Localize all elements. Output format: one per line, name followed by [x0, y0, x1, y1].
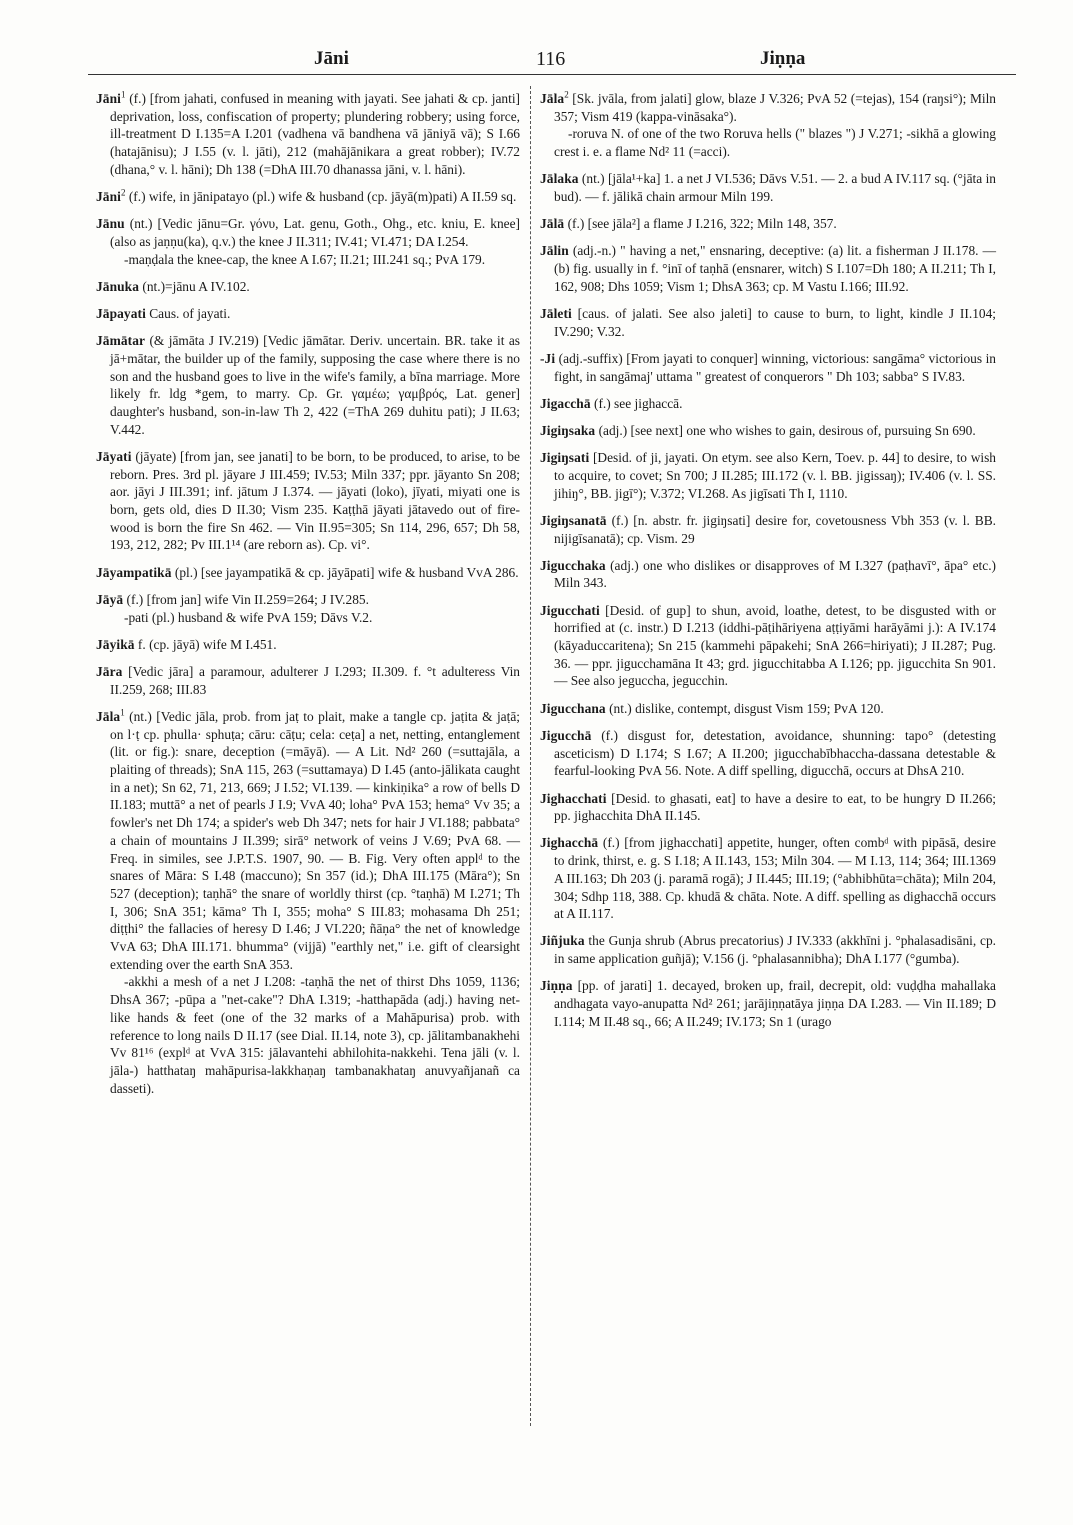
dictionary-entry [540, 422, 996, 440]
headword: Jigiŋsati [540, 450, 590, 466]
headword: Jāyikā [96, 636, 135, 652]
entry-definition: (f.) [from jighacchati] appetite, hunger, often combᵈ with pipāsā, desire to drink, thirst, e. g. S I.18; A II.143, 153; Miln 304. — M I.13, 114; 364; III.1369 A III.163; Dh 203 (j. paramā rogā); J II.445; III.19; (°abhibhūta=chāta); Miln 204, 304; Sdhp 118, 388. Cp. khudā & chāta. Note. A diff. spelling as dighacchā occurs at A II.117. [554, 835, 996, 922]
dictionary-entry [96, 564, 520, 582]
headword: Jāni [96, 189, 121, 205]
dictionary-entry [540, 602, 996, 691]
headword: Jighacchā [540, 835, 599, 851]
dictionary-entry [540, 395, 996, 413]
headword: Jigiŋsanatā [540, 512, 607, 528]
dictionary-entry [96, 636, 520, 654]
right-guide-word: Jiṇṇa [760, 48, 806, 69]
headword: Jānu [96, 216, 125, 232]
dictionary-entry [96, 188, 520, 206]
entry-definition: (f.) [from jahati, confused in meaning with jayati. See jahati & cp. janti] deprivation, loss, confiscation of property; plundering robbery; using force, ill-treatment D I.135=A I.201 (vadhena vā bandhena vā jāniyā vā); S I.66 (hatajānisu); J I.55 (v. l. jāti), 212 (mahājānikara a great robber); IV.72 (dhana,° v. l. hāni); Dh 138 (=DhA III.70 dhanassa jāni, v. l. hāni). [110, 91, 520, 177]
headword: Jigucchaka [540, 557, 606, 573]
headword: Jālā [540, 216, 565, 232]
dictionary-entry [96, 332, 520, 438]
dictionary-entry [96, 305, 520, 323]
entry-definition: Caus. of jayati. [145, 306, 231, 322]
headword: Jigucchā [540, 727, 592, 743]
dictionary-entry [540, 242, 996, 295]
entry-definition: [pp. of jarati] 1. decayed, broken up, frail, decrepit, old: vuḍḍha mahallaka andhagata vayo-anupatta Nd² 261; jarājiṇṇatāya jiṇṇa DA I.283. — Vin II.189; D I.114; M II.48 sq., 66; A II.249; IV.173; Sn 1 (urago [554, 978, 996, 1029]
entry-definition: (adj.-n.) " having a net," ensnaring, deceptive: (a) lit. a fisherman J II.178. — (b) fig. usually in f. °inī of taṇhā (ensnarer, witch) S I.107=Dh 180; A II.211; Th I, 162, 908; Dhs 1059; Vism 1; DhsA 363; cp. M Vastu I.166; III.92. [554, 243, 996, 294]
header-rule [88, 74, 1016, 75]
entry-definition: (pl.) [see jayampatikā & cp. jāyāpati] wife & husband VvA 286. [171, 564, 519, 580]
entry-definition: (f.) [from jan] wife Vin II.259=264; J IV.285. [123, 591, 369, 607]
dictionary-entry [540, 449, 996, 502]
dictionary-entry [540, 932, 996, 967]
headword: Jāla [96, 708, 121, 724]
entry-definition: [Vedic jāra] a paramour, adulterer J I.293; II.309. f. °t adulteress Vin II.259, 268; III.83 [110, 663, 520, 697]
dictionary-entry [540, 305, 996, 340]
page-number: 116 [536, 48, 566, 70]
headword: Jālin [540, 243, 569, 259]
headword: Jāyā [96, 591, 124, 607]
entry-definition: (f.) see jighaccā. [590, 395, 683, 411]
entry-definition: (nt.) [Vedic jāla, prob. from jaṭ to plait, make a tangle cp. jaṭita & jaṭā; on l·ṭ cp. phulla· sphuṭa; cāru: cāṭu; cela: ceṭa] a net, netting, entanglement (lit. or fig.): snare, deception (=māyā). — A Lit. Nd² 260 (=suttajāla, a plaiting of threads); SnA 115, 263 (=suttamaya) D I.45 (anto-jālikata caught in a net); Sn 62, 71, 213, 669; J I.52; VI.139. — kinkiṇika° a row of bells D II.183; muttā° a net of pearls J I.9; VvA 40; loha° PvA 153; hema° Vv 35; a fowler's net Dh 174; a spider's web Dh 347; nets for hair J VI.188; pabbata° a chain of mountains J II.399; sirā° network of veins J V.69; PvA 68. — Freq. in similes, see J.P.T.S. 1907, 90. — B. Fig. Very often applᵈ to the snares of Māra: S I.48 (maccuno); Sn 357 (id.); DhA III.175 (Māra°); Sn 527 (deception); taṇhā° the snare of worldly thirst (cp. °taṇhā) M I.271; Th I, 306; SnA 351; kāma° Th I, 355; moha° S III.83; mohasama Dh 251; diṭṭhi° the fallacies of heresy D I.46; J VI.220; ñāṇa° the net of knowledge VvA 63; DhA III.171. bhumma° (vijjā) "earthly net," i.e. gift of clearsight extending over the earth SnA 353. [110, 708, 520, 972]
headword: Jāpayati [96, 306, 146, 322]
headword: Jāra [96, 663, 123, 679]
dictionary-entry [540, 790, 996, 825]
dictionary-entry [540, 700, 996, 718]
headword: Jighacchati [540, 790, 607, 806]
entry-definition: (f.) wife, in jānipatayo (pl.) wife & husband (cp. jāyā(m)pati) A II.59 sq. [125, 189, 517, 205]
entry-definition: [Desid. to ghasati, eat] to have a desire to eat, to be hungry D II.266; pp. jighacchita DhA II.145. [554, 790, 996, 824]
dictionary-entry [540, 512, 996, 547]
headword: Jāmātar [96, 333, 146, 349]
entry-definition: (nt.) [jāla¹+ka] 1. a net J VI.536; Dāvs V.51. — 2. a bud A IV.117 sq. (°jāta in bud). — f. jālikā chain armour Miln 199. [554, 171, 996, 205]
dictionary-entry [540, 834, 996, 923]
entry-definition: [caus. of jalati. See also jaleti] to cause to burn, to light, kindle J II.104; IV.290; V.32. [554, 306, 996, 339]
headword: Jāla [540, 91, 565, 106]
dictionary-entry [540, 170, 996, 205]
entry-definition: (nt.) [Vedic jānu=Gr. γόνυ, Lat. genu, Goth., Ohg., etc. kniu, E. knee] (also as jaṇṇu(ka), q.v.) the knee J II.311; IV.41; VI.471; DA I.254. [110, 216, 520, 249]
dictionary-entry [96, 663, 520, 698]
headword: Jigiŋsaka [540, 423, 596, 439]
entry-definition: (adj.) [see next] one who wishes to gain, desirous of, pursuing Sn 690. [595, 423, 976, 439]
entry-definition: (nt.) dislike, contempt, disgust Vism 159; PvA 120. [605, 700, 884, 716]
entry-definition: f. (cp. jāyā) wife M I.451. [134, 636, 277, 652]
homonym-number: 2 [120, 187, 126, 198]
dictionary-entry [96, 215, 520, 268]
headword: Jāyati [96, 448, 132, 464]
entry-definition: (adj.-suffix) [From jayati to conquer] winning, victorious: sangāma° victorious in fight, in sangāmaj' uttama " greatest of conquerors " Dh 103; sabba° S IV.83. [554, 350, 996, 384]
entry-definition: (jāyate) [from jan, see janati] to be born, to be produced, to arise, to be reborn. Pres. 3rd pl. jāyare J III.459; IV.53; Miln 337; ppr. jāyanto Sn 208; aor. jāyi J III.391; inf. jātum J I.374. — jāyati (loko), jīyati, miyati one is born, gets old, dies D II.30; Vism 235. Kaṭṭhā jāyati jātavedo out of fire-wood is born the fire Sn 462. — Vin II.95=305; Sn 114, 296, 657; Dh 58, 193, 212, 282; Pv III.1¹⁴ (are reborn as). Cp. vi°. [110, 448, 520, 553]
homonym-number: 2 [564, 89, 569, 100]
headword: Jigucchana [540, 700, 606, 716]
dictionary-entry [540, 557, 996, 592]
entry-definition: (nt.)=jānu A IV.102. [139, 278, 250, 294]
compound-subentry: -akkhi a mesh of a net J I.208: -taṇhā the net of thirst Dhs 1059, 1136; DhsA 367; -pūpa a "net-cake"? DhA I.319; -hatthapāda (adj.) having net-like hands & feet (one of the 32 marks of a Mahāpurisa) prob. with reference to long nails D II.17 (see Dial. II.14, note 3), cp. jālitambanakhehi Vv 81¹⁶ (explᵈ at VvA 315: jālavantehi abhilohita-nakkehi. Tena jāli (v. l. jāla-) hatthataŋ mahāpurisa-lakkhaṇaŋ tambanakhataŋ anuvyañjanañ ca dasseti). [110, 974, 520, 1096]
entry-definition: (f.) [n. abstr. fr. jigiŋsati] desire for, covetousness Vbh 353 (v. l. BB. nijigīsanatā); cp. Vism. 29 [554, 512, 996, 546]
headword: Jigucchati [540, 602, 600, 618]
dictionary-entry [96, 278, 520, 296]
entry-definition: (& jāmāta J IV.219) [Vedic jāmātar. Deriv. uncertain. BR. take it as jā+mātar, the builder up of the family, supposing the case where there is no son and the husband goes to live in the wife's family, a bīna marriage. More likely fr. ldg *gem, to marry. Cp. Gr. γαμέω; γαμβρός, Lat. gener] daughter's husband, son-in-law Th 2, 422 (=ThA 269 duhitu pati); J II.63; V.442. [110, 333, 520, 437]
dictionary-entry [540, 90, 996, 161]
dictionary-entry [540, 977, 996, 1030]
headword: Jiñjuka [540, 933, 585, 949]
dictionary-entry [96, 90, 520, 179]
entry-definition: [Sk. jvāla, from jalati] glow, blaze J V.326; PvA 52 (=tejas), 154 (raŋsi°); Miln 357; Vism 419 (kappa-vināsaka°). [554, 91, 996, 124]
compound-subentry: -pati (pl.) husband & wife PvA 159; Dāvs V.2. [124, 609, 373, 625]
left-guide-word: Jāni [314, 48, 349, 69]
left-column [96, 90, 520, 1107]
headword: Jigacchā [540, 395, 591, 411]
compound-subentry: -maṇḍala the knee-cap, the knee A I.67; II.21; III.241 sq.; PvA 179. [124, 251, 486, 267]
entry-definition: (f.) [see jāla²] a flame J I.216, 322; Miln 148, 357. [564, 216, 837, 232]
headword: Jālaka [540, 171, 579, 187]
headword: Jāni [96, 91, 121, 106]
compound-subentry: -roruva N. of one of the two Roruva hells (" blazes ") J V.271; -sikhā a glowing crest i. e. a flame Nd² 11 (=acci). [554, 126, 996, 160]
column-divider [530, 86, 531, 1426]
entry-definition: [Desid. of ji, jayati. On etym. see also Kern, Toev. p. 44] to desire, to wish to acquire, to covet; Sn 700; J II.285; III.172 (v. l. BB. jigissaŋ); IV.406 (v. l. SS. jihiŋ°, BB. jigī°); V.372; VI.268. As jigīsati Th I, 1110. [554, 450, 996, 501]
dictionary-entry [96, 591, 520, 626]
right-column [540, 90, 996, 1040]
headword: Jāyampatikā [96, 564, 172, 580]
headword: -Ji [540, 350, 556, 366]
entry-definition: (adj.) one who dislikes or disapproves of M I.327 (paṭhavī°, āpa° etc.) Miln 343. [554, 557, 996, 591]
homonym-number: 1 [120, 89, 126, 100]
headword: Jiṇṇa [540, 978, 573, 994]
dictionary-entry [96, 708, 520, 1097]
entry-definition: the Gunja shrub (Abrus precatorius) J IV.333 (akkhīni j. °phalasadisāni, cp. in same application guñjā); V.156 (j. °phalasannibha); DhA I.177 (°gumba). [554, 933, 996, 967]
headword: Jānuka [96, 278, 140, 294]
dictionary-entry [540, 350, 996, 385]
homonym-number: 1 [120, 707, 125, 718]
entry-definition: (f.) disgust for, detestation, avoidance, shunning: tapo° (detesting asceticism) D I.174; S I.67; A II.200; jigucchabībhaccha-dassana detestable & fearful-looking PvA 56. Note. A diff spelling, digucchā, occurs at DhsA 210. [554, 727, 996, 779]
dictionary-entry [96, 448, 520, 554]
dictionary-entry [540, 215, 996, 233]
dictionary-entry [540, 727, 996, 780]
entry-definition: [Desid. of gup] to shun, avoid, loathe, detest, to be disgusted with or horrified at (c. instr.) D I.213 (iddhi-pāṭihāriyena aṭṭiyāmi harāyāmi j.): A IV.174 (kāyaduccaritena); Sn 215 (kammehi pāpakehi; SnA 266=hiriyati); J II.287; Pug. 36. — ppr. jigucchamāna It 43; grd. jigucchitabba A I.126; pp. jigucchita Sn 901. — See also jeguccha, jegucchin. [554, 602, 996, 689]
headword: Jāleti [540, 306, 572, 322]
